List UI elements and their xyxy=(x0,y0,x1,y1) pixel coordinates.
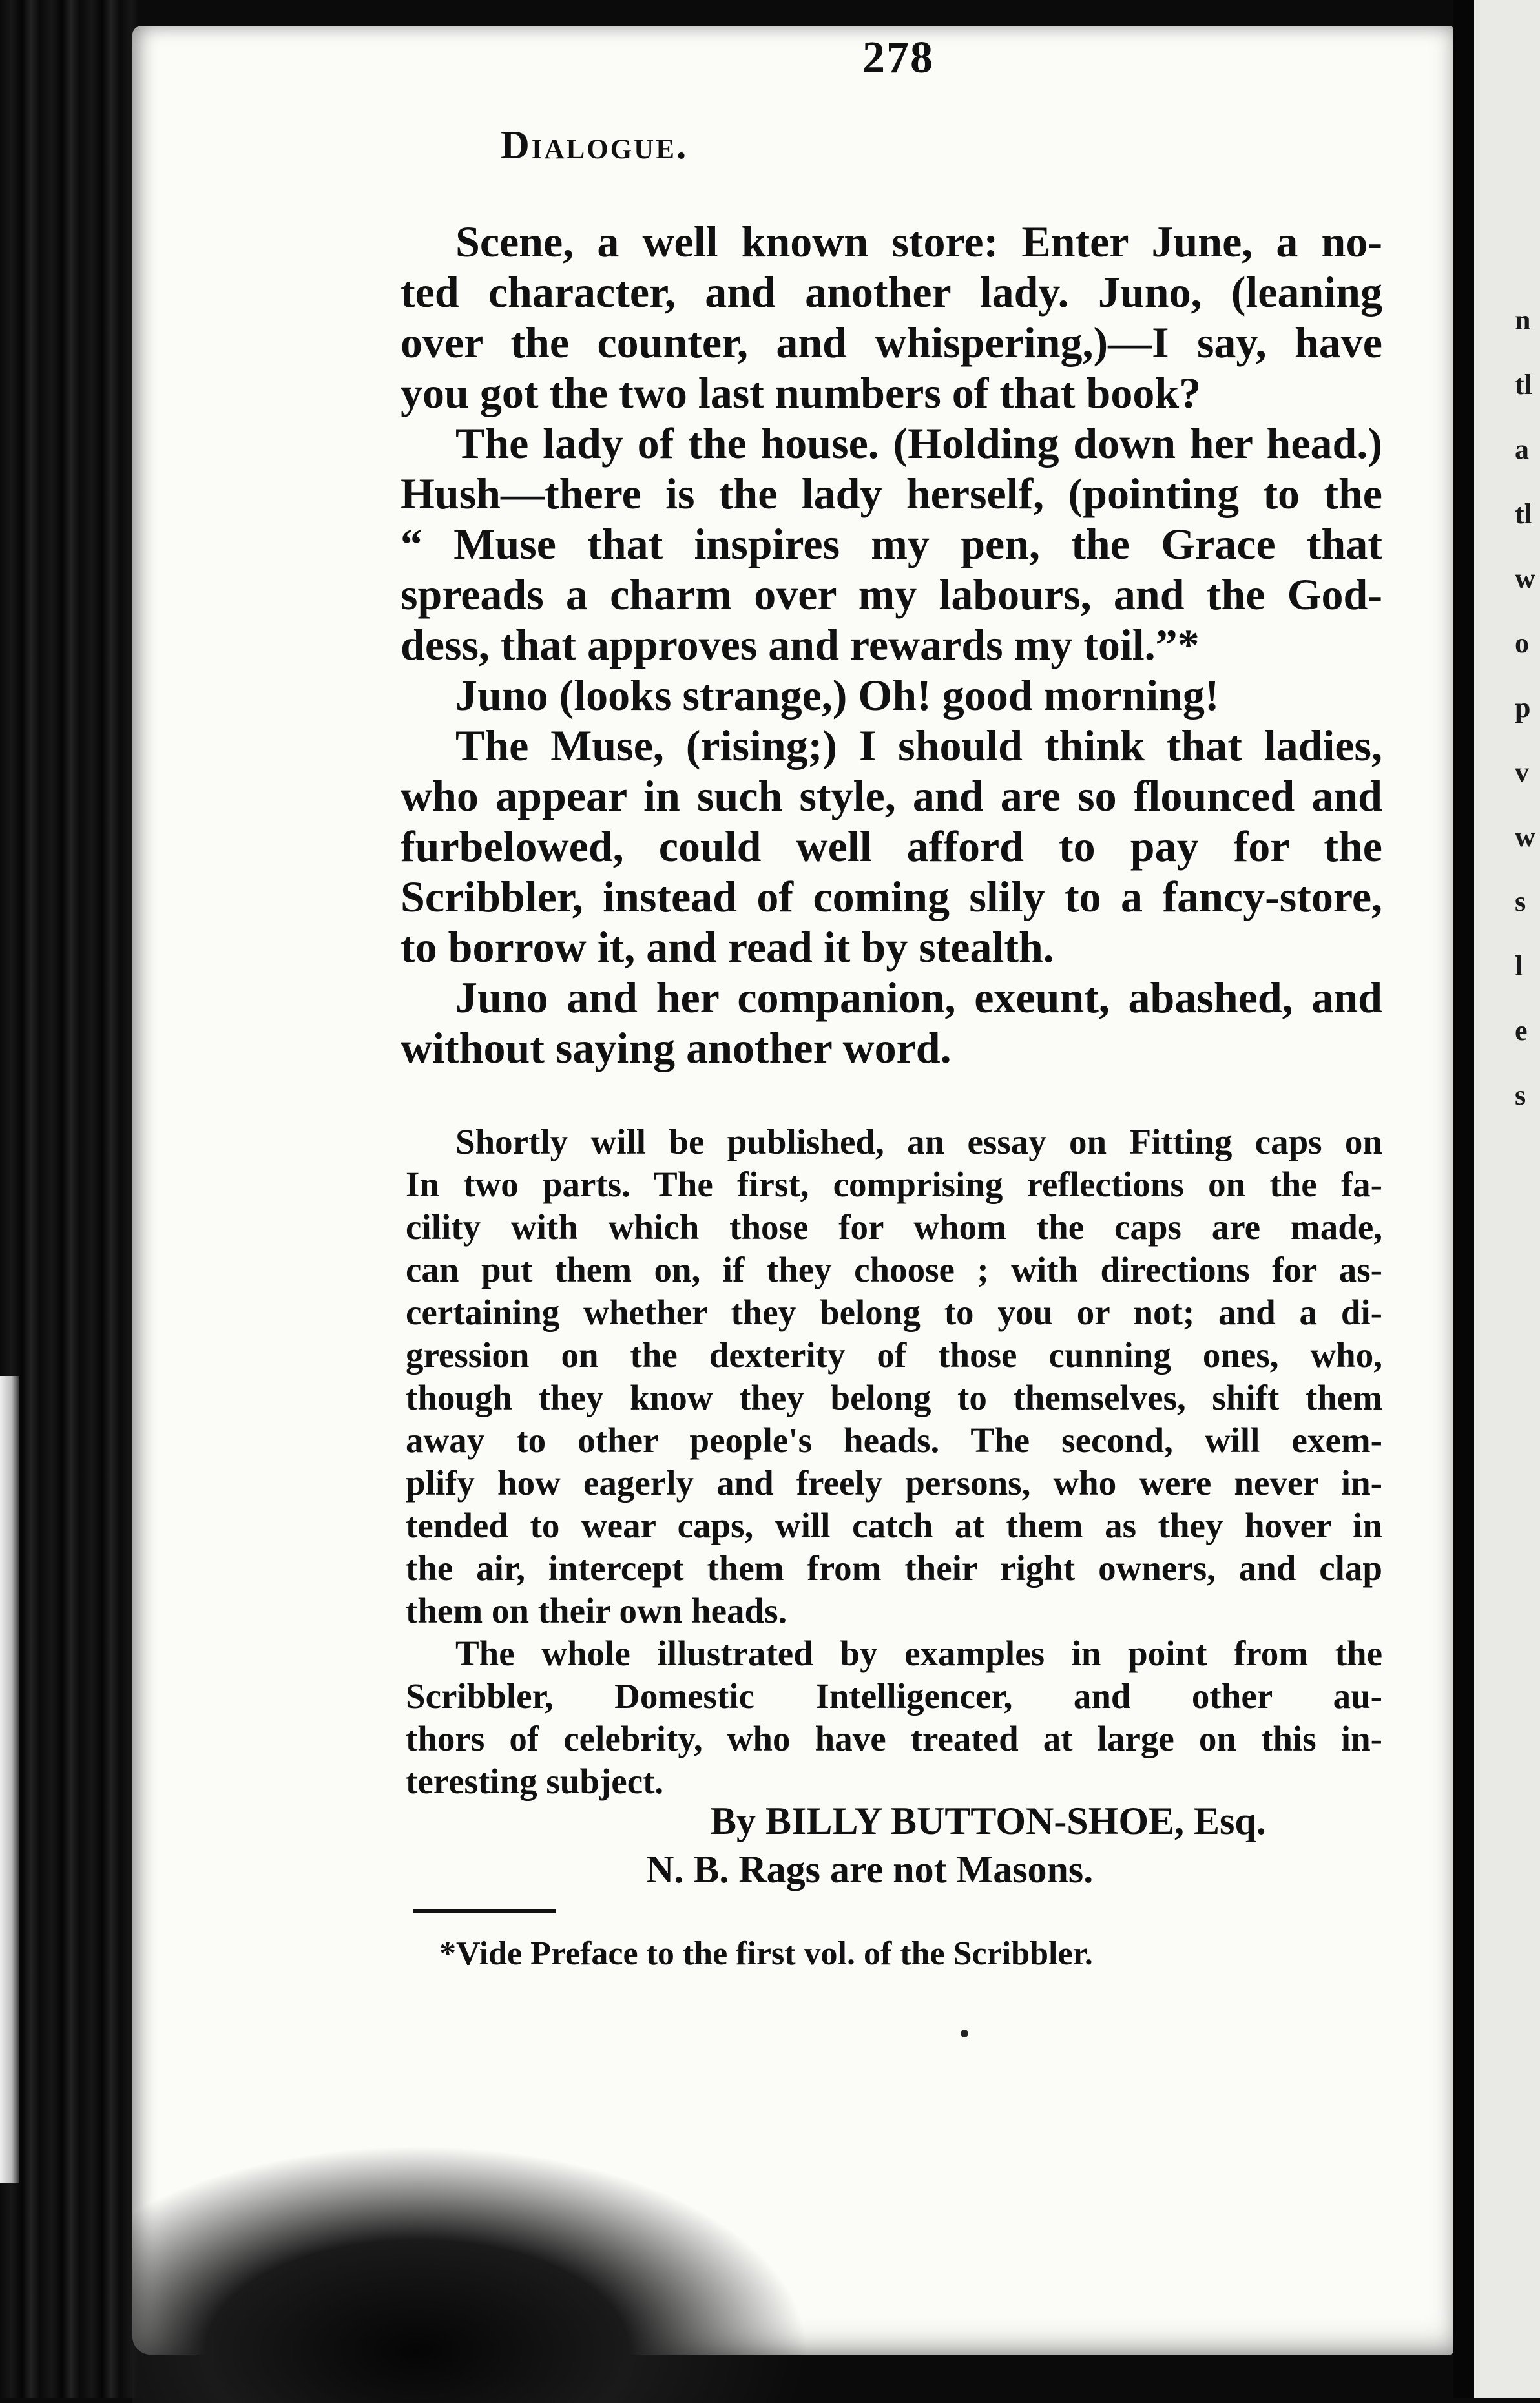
signature-line: By BILLY BUTTON-SHOE, Esq. xyxy=(711,1800,1266,1842)
notice-line: gression on the dexterity of those cunning ones, who, xyxy=(406,1335,1382,1375)
dialogue-line: Scene, a well known store: Enter June, a no- xyxy=(455,217,1382,266)
notice-line: the air, intercept them from their right owners, and clap xyxy=(406,1548,1382,1588)
dialogue-line: Juno (looks strange,) Oh! good morning! xyxy=(455,671,1220,720)
adjacent-page-fragment: s xyxy=(1515,1079,1526,1111)
dialogue-line: over the counter, and whispering,)—I say, have xyxy=(401,318,1382,367)
adjacent-page-fragment: s xyxy=(1515,886,1526,917)
finger-shadow xyxy=(132,2145,811,2403)
notice-line: though they know they belong to themselves, shift them xyxy=(406,1378,1382,1417)
notice-line: Scribbler, Domestic Intelligencer, and other au- xyxy=(406,1676,1382,1716)
dialogue-line: Hush—there is the lady herself, (pointing to the xyxy=(401,469,1382,518)
notice-line: In two parts. The first, comprising reflections on the fa- xyxy=(406,1165,1382,1204)
notice-line: tended to wear caps, will catch at them as they hover in xyxy=(406,1506,1382,1545)
nb-note: N. B. Rags are not Masons. xyxy=(646,1848,1094,1891)
dialogue-line: ted character, and another lady. Juno, (leaning xyxy=(401,267,1382,317)
adjacent-page-fragment: a xyxy=(1515,433,1529,465)
book-binding-shadow xyxy=(0,0,139,2398)
page-number: 278 xyxy=(862,33,934,83)
notice-line: plify how eagerly and freely persons, who were never in- xyxy=(406,1463,1382,1503)
adjacent-page-fragment: v xyxy=(1515,756,1529,788)
footnote: *Vide Preface to the first vol. of the Scribbler. xyxy=(439,1935,1093,1972)
dialogue-line: you got the two last numbers of that book? xyxy=(401,368,1202,417)
dialogue-line: The lady of the house. (Holding down her head.) xyxy=(455,419,1382,468)
dialogue-line: “ Muse that inspires my pen, the Grace that xyxy=(401,519,1382,568)
dialogue-line: The Muse, (rising;) I should think that ladies, xyxy=(455,721,1382,770)
dialogue-line: furbelowed, could well afford to pay for the xyxy=(401,822,1382,871)
dialogue-line: spreads a charm over my labours, and the God- xyxy=(401,570,1382,619)
notice-line: thors of celebrity, who have treated at large on this in- xyxy=(406,1719,1382,1758)
dialogue-line: who appear in such style, and are so flounced and xyxy=(401,771,1382,820)
adjacent-page-fragment: n xyxy=(1515,304,1531,336)
adjacent-page xyxy=(1473,0,1540,2398)
adjacent-page-fragment: tl xyxy=(1515,369,1532,400)
adjacent-page-fragment: p xyxy=(1515,692,1531,723)
ink-speck xyxy=(961,2030,968,2037)
footnote-rule xyxy=(413,1909,556,1913)
notice-line: can put them on, if they choose ; with directions for as- xyxy=(406,1250,1382,1289)
dialogue-line: Juno and her companion, exeunt, abashed, and xyxy=(455,973,1382,1022)
notice-line: teresting subject. xyxy=(406,1762,664,1801)
dialogue-line: without saying another word. xyxy=(401,1023,952,1072)
adjacent-page-fragment: e xyxy=(1515,1015,1528,1046)
adjacent-page-fragment: tl xyxy=(1515,498,1532,530)
section-heading: Dialogue. xyxy=(501,123,689,167)
dialogue-line: dess, that approves and rewards my toil.”* xyxy=(401,620,1200,669)
notice-line: Shortly will be published, an essay on Fitting caps on xyxy=(455,1122,1382,1161)
dialogue-line: Scribbler, instead of coming slily to a fancy-store, xyxy=(401,872,1382,921)
notice-line: The whole illustrated by examples in point from the xyxy=(455,1634,1382,1673)
adjacent-page-fragment: w xyxy=(1515,563,1535,594)
page-gutter xyxy=(1453,0,1474,2398)
binding-edge-highlight xyxy=(0,1376,19,2183)
adjacent-page-fragment: l xyxy=(1515,950,1523,982)
notice-line: away to other people's heads. The second, will exem- xyxy=(406,1420,1382,1460)
adjacent-page-fragment: o xyxy=(1515,627,1529,659)
notice-line: cility with which those for whom the caps are made, xyxy=(406,1207,1382,1247)
adjacent-page-fragment: w xyxy=(1515,821,1535,853)
dialogue-line: to borrow it, and read it by stealth. xyxy=(401,922,1054,972)
notice-line: them on their own heads. xyxy=(406,1591,787,1630)
notice-line: certaining whether they belong to you or not; and a di- xyxy=(406,1293,1382,1332)
